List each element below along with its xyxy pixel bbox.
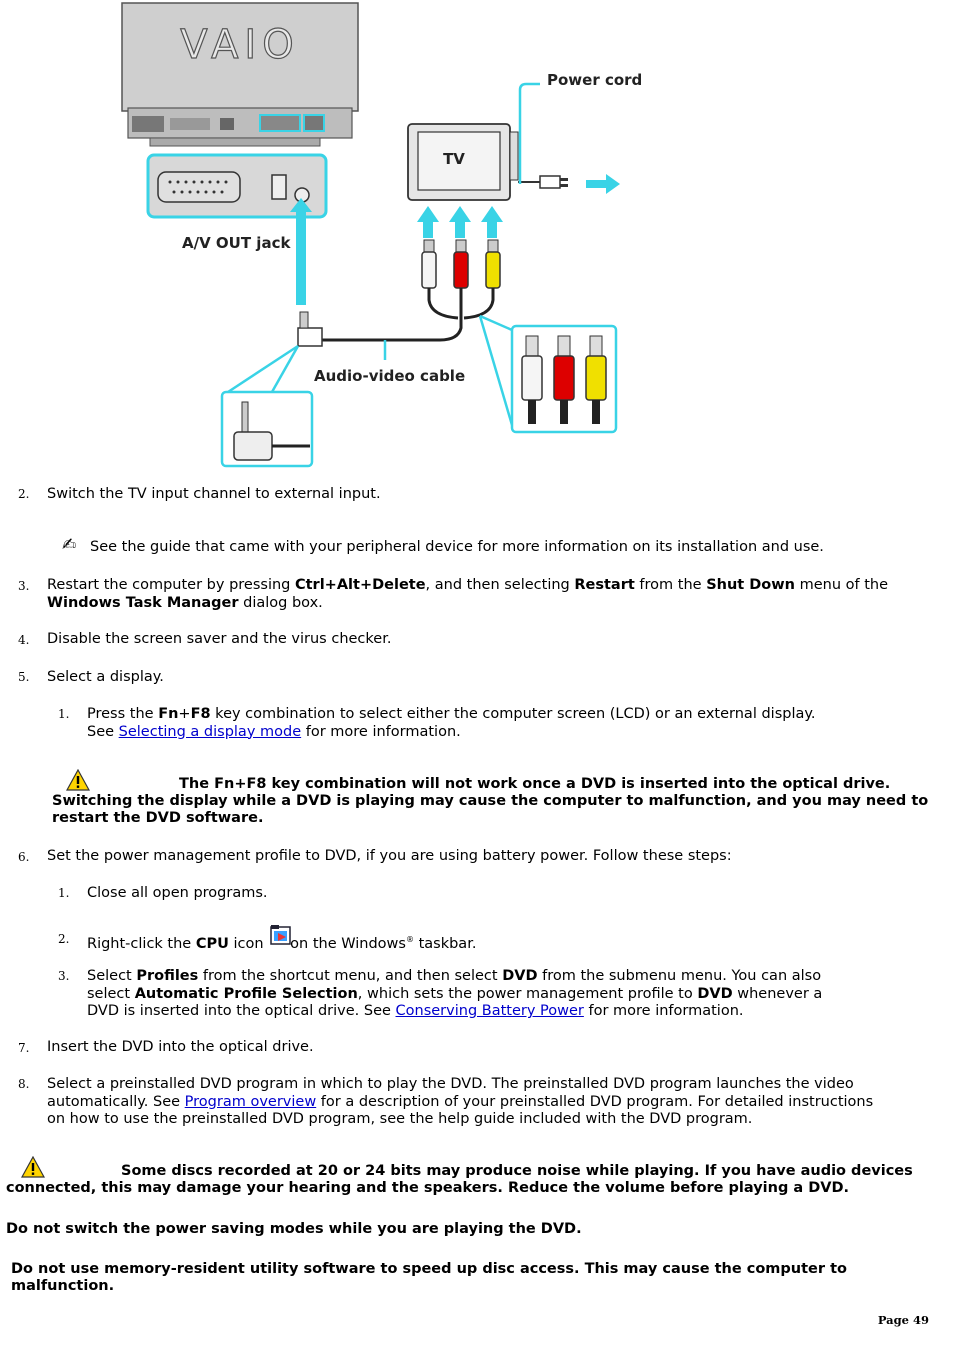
step-number: 4. (18, 633, 30, 647)
substep-number: 3. (58, 969, 70, 983)
note-text: See the guide that came with your peripheral device for more information on its installation and use. (90, 539, 824, 555)
step-number: 3. (18, 579, 30, 593)
rca-plugs (422, 240, 500, 288)
step-number: 8. (18, 1077, 30, 1091)
step-text: Insert the DVD into the optical drive. (47, 1039, 314, 1055)
step-number: 6. (18, 850, 30, 864)
step-text: Restart the computer by pressing Ctrl+Alt+Delete, and then selecting Restart from the Shut Down menu of the Windows Task Manager dialog box. (47, 577, 889, 611)
warning-box: The Fn+F8 key combination will not work once a DVD is inserted into the optical drive. Switching the display while a DVD is playing may cause the computer to malfunction, and you may need to restart the DVD software. (52, 776, 929, 826)
step-text: Disable the screen saver and the virus checker. (47, 631, 392, 647)
cpu-icon (270, 924, 292, 946)
caution-text: Do not switch the power saving modes while you are playing the DVD. (6, 1221, 582, 1237)
substep-text: Select Profiles from the shortcut menu, and then select DVD from the submenu menu. You can also select Automatic Profile Selection, which sets the power management profile to DVD whenever a DVD is inserted into the optical drive. See Conserving Battery Power for more information. (87, 968, 823, 1019)
step-text: Switch the TV input channel to external input. (47, 486, 381, 502)
step-text: Select a preinstalled DVD program in which to play the DVD. The preinstalled DVD program launches the video automatically. See Program overview for a description of your preinstalled DVD program. For detailed instructions on how to use the preinstalled DVD program, see the help guide included with the DVD program. (47, 1076, 874, 1127)
step-number: 7. (18, 1041, 30, 1055)
cable-label: Audio-video cable (314, 367, 466, 385)
selecting-display-mode-link[interactable]: Selecting a display mode (118, 723, 302, 740)
step-number: 5. (18, 670, 30, 684)
step-text: Set the power management profile to DVD, if you are using battery power. Follow these steps: (47, 848, 732, 864)
warning-box: Some discs recorded at 20 or 24 bits may produce noise while playing. If you have audio devices connected, this may damage your hearing and the speakers. Reduce the volume before playing a DVD. (6, 1163, 913, 1196)
connection-diagram (110, 0, 650, 475)
substep-number: 1. (58, 886, 70, 900)
tv-illustration (408, 124, 518, 200)
substep-text: Right-click the CPU icon on the Windows® taskbar. (87, 935, 477, 952)
step-text: Select a display. (47, 669, 164, 685)
laptop-illustration (122, 3, 358, 146)
substep-text: Press the Fn+F8 key combination to select either the computer screen (LCD) or an external display. See Selecting a display mode for more information. (87, 706, 816, 740)
page-number: Page 49 (877, 1313, 929, 1327)
vaio-logo: VAIO (180, 22, 300, 68)
program-overview-link[interactable]: Program overview (184, 1093, 317, 1110)
caution-text: Do not use memory-resident utility software to speed up disc access. This may cause the computer to malfunction. (11, 1261, 847, 1294)
step-number: 2. (18, 487, 30, 501)
tv-label: TV (443, 150, 465, 168)
power-cord-label: Power cord (547, 71, 643, 89)
substep-number: 2. (58, 932, 70, 946)
substep-number: 1. (58, 707, 70, 721)
av-out-jack-label: A/V OUT jack (182, 234, 291, 252)
conserving-battery-power-link[interactable]: Conserving Battery Power (395, 1003, 584, 1019)
note-pencil-icon: ✍ (62, 535, 77, 555)
substep-text: Close all open programs. (87, 885, 268, 901)
